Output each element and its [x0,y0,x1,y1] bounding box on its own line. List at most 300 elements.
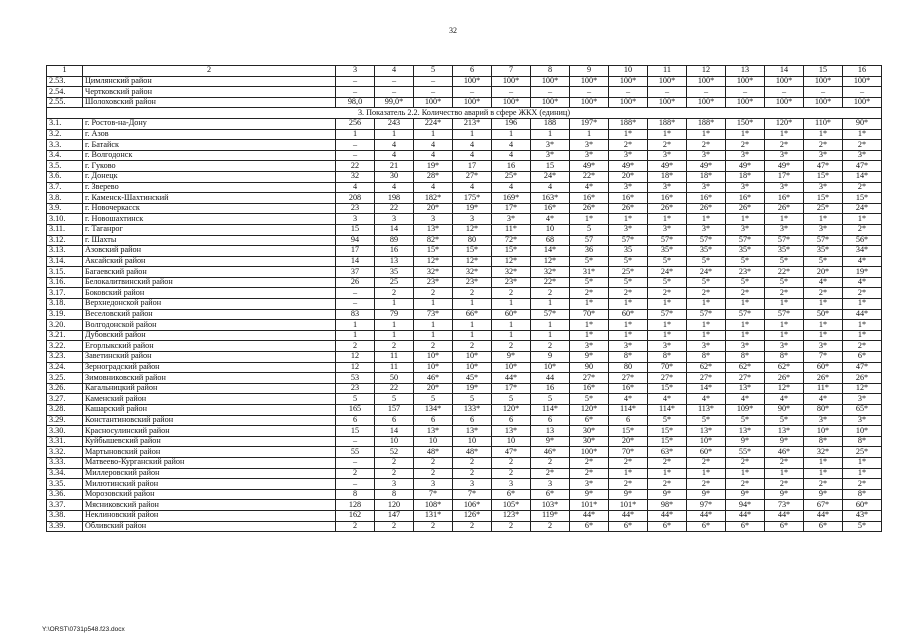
value-cell: 2* [609,457,648,468]
value-cell: 44* [687,510,726,521]
value-cell: 2* [609,479,648,490]
value-cell: 46* [765,447,804,458]
row-name-cell: Дубовский район [83,330,336,341]
value-cell: 2 [336,521,375,532]
value-cell: 11* [804,383,843,394]
value-cell: 25* [804,203,843,214]
row-name-cell: г. Шахты [83,235,336,246]
value-cell: 101* [570,500,609,511]
value-cell: 3* [570,479,609,490]
row-number-cell: 3.7. [47,182,83,193]
value-cell: 10* [453,352,492,363]
value-cell: 1* [609,129,648,140]
value-cell: 4 [375,66,414,77]
value-cell: 1* [687,299,726,310]
value-cell: 1 [492,330,531,341]
value-cell: 3* [687,182,726,193]
value-cell: 8* [804,436,843,447]
value-cell: 1* [765,299,804,310]
value-cell: 8 [375,489,414,500]
value-cell: 2 [336,468,375,479]
value-cell: 100* [765,76,804,87]
value-cell: 21 [375,161,414,172]
row-number-cell: 3.17. [47,288,83,299]
value-cell: 99,0* [375,97,414,108]
value-cell: 10* [531,362,570,373]
value-cell: 10 [609,66,648,77]
value-cell: – [609,87,648,98]
value-cell: 55* [726,447,765,458]
value-cell: 49* [687,161,726,172]
value-cell: 5 [570,224,609,235]
value-cell: 5 [453,394,492,405]
value-cell: 4* [609,394,648,405]
value-cell: 169* [492,193,531,204]
value-cell: 3* [726,341,765,352]
value-cell: 6* [804,521,843,532]
value-cell: 9* [765,436,804,447]
value-cell: 9* [531,436,570,447]
value-cell: 6* [609,521,648,532]
value-cell: 2 [492,341,531,352]
value-cell: 68 [531,235,570,246]
value-cell: 1* [843,299,882,310]
value-cell: 48* [414,447,453,458]
value-cell: 67* [804,500,843,511]
table-row [47,150,882,161]
value-cell: 44 [531,373,570,384]
value-cell: 4 [375,140,414,151]
value-cell: 7 [492,66,531,77]
value-cell: 100* [570,447,609,458]
value-cell: 131* [414,510,453,521]
table-row [47,76,882,87]
value-cell: 17* [492,383,531,394]
row-number-cell: 3.9. [47,203,83,214]
value-cell: 14 [375,224,414,235]
value-cell: 4* [843,256,882,267]
value-cell: 6 [453,66,492,77]
value-cell: 24* [843,203,882,214]
value-cell: 1* [804,320,843,331]
value-cell: 1 [453,320,492,331]
value-cell: 1 [336,320,375,331]
value-cell: 15* [843,193,882,204]
value-cell: 26* [765,203,804,214]
value-cell: 11 [375,352,414,363]
table-row [47,214,882,225]
value-cell: 10* [453,362,492,373]
value-cell: – [375,87,414,98]
row-number-cell: 3.32. [47,447,83,458]
row-number-cell: 3.12. [47,235,83,246]
value-cell: 70* [570,309,609,320]
value-cell: 119* [531,510,570,521]
table-row [47,193,882,204]
row-number-cell: 3.25. [47,373,83,384]
value-cell: 2* [726,288,765,299]
value-cell: 2* [648,288,687,299]
row-number-cell: 3.35. [47,479,83,490]
value-cell: 100* [570,97,609,108]
value-cell: 2* [765,288,804,299]
value-cell: 3 [336,66,375,77]
value-cell: 8 [531,66,570,77]
value-cell: 1* [648,468,687,479]
table-row [47,415,882,426]
value-cell: 100* [492,97,531,108]
value-cell: 2 [531,521,570,532]
value-cell: 1* [687,330,726,341]
value-cell: 105* [492,500,531,511]
page-number: 32 [449,26,457,35]
value-cell: 2* [570,457,609,468]
row-number-cell: 3.31. [47,436,83,447]
value-cell: 4 [492,182,531,193]
value-cell: 50 [375,373,414,384]
value-cell: 3 [531,479,570,490]
value-cell: 2* [687,288,726,299]
value-cell: 16* [765,193,804,204]
value-cell: 3* [687,150,726,161]
value-cell: 120* [492,405,531,416]
table-row [47,87,882,98]
value-cell: – [726,87,765,98]
table-row [47,436,882,447]
value-cell: 25* [492,171,531,182]
value-cell: 8* [843,436,882,447]
value-cell: 4 [375,150,414,161]
value-cell: 4 [453,150,492,161]
value-cell: 4* [726,394,765,405]
value-cell: 2 [414,288,453,299]
row-name-cell: Красносулинский район [83,426,336,437]
value-cell: 90* [843,118,882,129]
value-cell: – [414,87,453,98]
value-cell: 2* [609,140,648,151]
value-cell: 6 [414,415,453,426]
value-cell: 3* [648,182,687,193]
value-cell: 45* [453,373,492,384]
value-cell: 15 [531,161,570,172]
value-cell: 7* [453,489,492,500]
value-cell: 5* [687,256,726,267]
value-cell: 2 [375,468,414,479]
value-cell: 128 [336,500,375,511]
table-row [47,352,882,363]
value-cell: 14 [375,426,414,437]
value-cell: 57* [648,309,687,320]
value-cell: 3 [336,214,375,225]
value-cell: 188* [609,118,648,129]
row-number-cell: 3.1. [47,118,83,129]
value-cell: 22* [570,171,609,182]
value-cell: – [336,288,375,299]
value-cell: 18* [726,171,765,182]
table-row [47,267,882,278]
row-name-cell: Мясниковский район [83,500,336,511]
value-cell: 1 [414,299,453,310]
value-cell: 1 [453,330,492,341]
row-number-cell: 3.13. [47,246,83,257]
value-cell: 5 [336,394,375,405]
section-title: 3. Показатель 2.2. Количество аварий в сфере ЖКХ (единиц) [47,108,882,119]
row-name-cell: Цимлянский район [83,76,336,87]
row-number-cell: 3.20. [47,320,83,331]
value-cell: 15* [648,383,687,394]
value-cell: 12* [531,256,570,267]
value-cell: 6* [531,489,570,500]
row-number-cell: 3.5. [47,161,83,172]
value-cell: 16* [531,203,570,214]
value-cell: 8* [687,352,726,363]
value-cell: 2 [492,457,531,468]
value-cell: 1 [375,299,414,310]
value-cell: 1* [804,457,843,468]
value-cell: – [765,87,804,98]
value-cell: 1* [804,214,843,225]
row-name-cell: Морозовский район [83,489,336,500]
value-cell: 8* [843,489,882,500]
value-cell: 22 [336,161,375,172]
value-cell: 10* [687,436,726,447]
row-number-cell: 3.23. [47,352,83,363]
value-cell: 198 [375,193,414,204]
value-cell: 60* [687,447,726,458]
value-cell: – [531,87,570,98]
value-cell: 5* [765,415,804,426]
value-cell: 8* [609,352,648,363]
value-cell: 1* [804,129,843,140]
value-cell: 43* [843,510,882,521]
value-cell: 72* [492,235,531,246]
value-cell: 1* [804,468,843,479]
value-cell: 13* [765,426,804,437]
value-cell: 49* [765,161,804,172]
row-number-cell: 3.15. [47,267,83,278]
row-number-cell: 3.8. [47,193,83,204]
value-cell: 2* [726,479,765,490]
value-cell: 20* [414,203,453,214]
value-cell: 4 [414,182,453,193]
value-cell: 63* [648,447,687,458]
value-cell: 13* [492,426,531,437]
value-cell: 100* [765,97,804,108]
value-cell: 24* [648,267,687,278]
value-cell: 1* [648,299,687,310]
row-number-cell: 3.6. [47,171,83,182]
table-row [47,373,882,384]
value-cell: 3* [765,224,804,235]
value-cell: 5* [687,277,726,288]
value-cell: 26 [336,277,375,288]
value-cell: 80* [804,405,843,416]
value-cell: 94* [726,500,765,511]
row-name-cell: г. Новочеркасск [83,203,336,214]
value-cell: 83 [336,309,375,320]
value-cell: 3* [648,150,687,161]
value-cell: 23 [336,383,375,394]
value-cell: 1* [765,468,804,479]
value-cell: 126* [453,510,492,521]
value-cell: 100* [531,97,570,108]
value-cell: 5* [609,277,648,288]
value-cell: 3* [492,214,531,225]
value-cell: 3* [804,182,843,193]
row-name-cell: Аксайский район [83,256,336,267]
value-cell: 182* [414,193,453,204]
table-row [47,182,882,193]
value-cell: 2 [453,457,492,468]
value-cell: 26* [843,373,882,384]
table-row [47,224,882,235]
value-cell: 1* [726,214,765,225]
value-cell: 2 [414,521,453,532]
value-cell: 12* [765,383,804,394]
value-cell: 1 [531,299,570,310]
value-cell: 49* [726,161,765,172]
table-row [47,479,882,490]
value-cell: 4 [336,182,375,193]
value-cell: 2* [609,288,648,299]
value-cell: 17* [492,203,531,214]
value-cell: 2* [687,140,726,151]
value-cell: 57* [648,235,687,246]
row-name-cell: Заветинский район [83,352,336,363]
value-cell: 9* [804,489,843,500]
row-name-cell: Волгодонской район [83,320,336,331]
value-cell: – [336,76,375,87]
value-cell: 8* [726,352,765,363]
table-row [47,500,882,511]
value-cell: 1* [609,468,648,479]
value-cell: 2 [336,341,375,352]
value-cell: 208 [336,193,375,204]
value-cell: 19* [453,383,492,394]
row-number-cell: 3.30. [47,426,83,437]
value-cell: 2 [531,288,570,299]
value-cell: 8* [648,352,687,363]
row-number-cell: 3.33. [47,457,83,468]
value-cell: 13 [375,256,414,267]
value-cell: 3* [726,150,765,161]
value-cell: 13 [726,66,765,77]
value-cell: 3* [687,341,726,352]
row-number-cell: 2.53. [47,76,83,87]
value-cell: 16* [648,193,687,204]
value-cell: 10* [804,426,843,437]
value-cell: 22 [375,203,414,214]
value-cell: 1* [765,320,804,331]
table-row [47,426,882,437]
value-cell: 16 [843,66,882,77]
row-number-cell: 3.27. [47,394,83,405]
value-cell: 26* [570,203,609,214]
value-cell: 1* [648,330,687,341]
value-cell: 6* [492,489,531,500]
value-cell: 3 [375,479,414,490]
row-name-cell: Кашарский район [83,405,336,416]
value-cell: 2* [570,288,609,299]
value-cell: 2* [843,182,882,193]
value-cell: 44* [609,510,648,521]
value-cell: 82* [414,235,453,246]
value-cell: 3* [765,150,804,161]
value-cell: 120* [570,405,609,416]
value-cell: 44* [726,510,765,521]
value-cell: 4 [492,140,531,151]
value-cell: 60* [843,500,882,511]
value-cell: 26* [648,203,687,214]
value-cell: 1 [570,129,609,140]
value-cell: 1* [609,330,648,341]
value-cell: 17 [453,161,492,172]
value-cell: 5 [414,66,453,77]
value-cell: – [336,150,375,161]
value-cell: 2* [843,479,882,490]
value-cell: 100* [570,76,609,87]
value-cell: 6 [453,415,492,426]
value-cell: 1* [804,330,843,341]
row-name-cell: Белокалитвинский район [83,277,336,288]
value-cell: 5* [609,256,648,267]
value-cell: 5* [765,277,804,288]
row-name-cell: Чертковский район [83,87,336,98]
value-cell: 1* [765,330,804,341]
row-number-cell: 3.39. [47,521,83,532]
value-cell: 2 [453,288,492,299]
row-number-cell: 2.54. [47,87,83,98]
value-cell: 12* [492,256,531,267]
value-cell: 3* [765,341,804,352]
value-cell: 100* [804,97,843,108]
value-cell: 57* [687,235,726,246]
value-cell: 2 [492,288,531,299]
value-cell: 4* [570,182,609,193]
value-cell: 120 [375,500,414,511]
row-name-cell: 2 [83,66,336,77]
value-cell: 175* [453,193,492,204]
value-cell: 113* [687,405,726,416]
value-cell: 15 [804,66,843,77]
value-cell: 1* [609,214,648,225]
row-number-cell: 3.36. [47,489,83,500]
value-cell: 1* [843,129,882,140]
value-cell: 2 [531,457,570,468]
value-cell: 1 [492,299,531,310]
value-cell: 1* [843,330,882,341]
value-cell: 6* [570,415,609,426]
row-number-cell: 3.26. [47,383,83,394]
value-cell: 5 [531,394,570,405]
value-cell: 4* [531,214,570,225]
value-cell: 97* [687,500,726,511]
value-cell: 9* [765,489,804,500]
value-cell: 1 [492,320,531,331]
value-cell: 1 [531,129,570,140]
value-cell: 5 [375,394,414,405]
value-cell: 1 [375,330,414,341]
value-cell: 2* [570,468,609,479]
value-cell: 1* [843,320,882,331]
row-name-cell: г. Гуково [83,161,336,172]
value-cell: 100* [414,97,453,108]
value-cell: 1* [765,129,804,140]
table-row [47,468,882,479]
value-cell: 30 [375,171,414,182]
value-cell: 3* [648,224,687,235]
value-cell: 162 [336,510,375,521]
